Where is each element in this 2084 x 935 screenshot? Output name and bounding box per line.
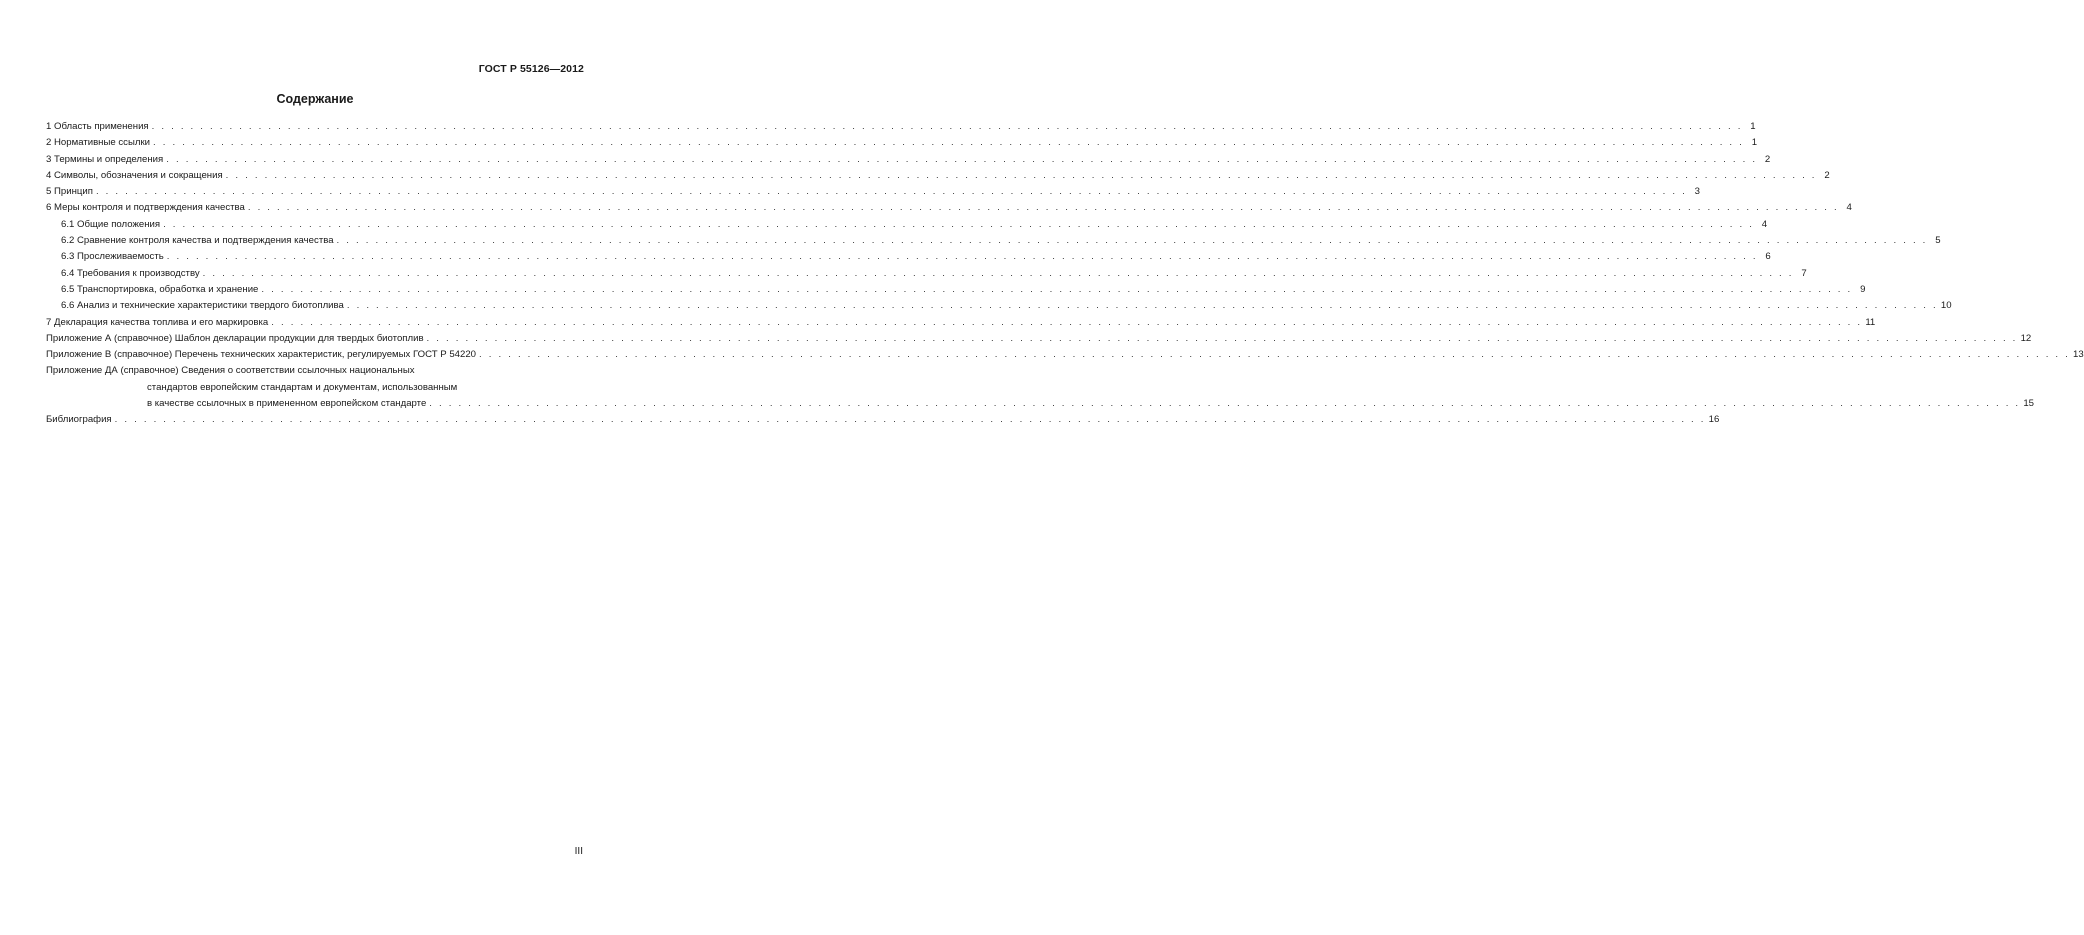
toc-entry-page: 4: [1846, 202, 1852, 214]
toc-entry-3[interactable]: [46, 152, 1771, 168]
toc-entry-6-5[interactable]: [46, 282, 1866, 298]
toc-entry-label-line-3: в качестве ссылочных в примененном европейском стандарте: [147, 398, 427, 410]
toc-entry-6-3[interactable]: [46, 249, 1771, 265]
toc-entry-page: 3: [1694, 186, 1700, 198]
toc-entry-5[interactable]: [46, 184, 1700, 200]
toc-entry-label: 6.5 Транспортировка, обработка и хранение: [61, 283, 259, 295]
toc-entry-label: 4 Символы, обозначения и сокращения: [46, 169, 223, 181]
dot-leader: [115, 412, 1706, 428]
toc-entry-6-6[interactable]: [46, 298, 1952, 314]
toc-entry-appendix-a[interactable]: [46, 331, 2032, 347]
toc-entry-6-1[interactable]: [46, 217, 1768, 233]
toc-entry-page: 16: [1708, 414, 1720, 426]
toc-entry-page: 7: [1801, 267, 1807, 279]
toc-entry-label-line-1: Приложение ДА (справочное) Сведения о соответствии ссылочных национальных: [46, 365, 415, 377]
toc-entry-label: Библиография: [46, 414, 112, 426]
toc-entry-label: Приложение А (справочное) Шаблон декларации продукции для твердых биотоплив: [46, 332, 424, 344]
toc-entry-page: 4: [1761, 218, 1768, 230]
document-code: ГОСТ Р 55126—2012: [478, 63, 584, 75]
dot-leader: [96, 184, 1687, 200]
dot-leader: [166, 152, 1757, 168]
toc-entry-bibliography[interactable]: [46, 412, 1720, 428]
toc-entry-page: 1: [1750, 121, 1756, 132]
dot-leader: [427, 331, 2018, 347]
toc-entry-label: 6.1 Общие положения: [61, 218, 161, 230]
table-of-contents: [46, 119, 2084, 429]
toc-entry-label: 6.3 Прослеживаемость: [61, 251, 164, 263]
toc-entry-page: 12: [2020, 332, 2032, 344]
toc-entry-6-2[interactable]: [46, 233, 1941, 249]
toc-entry-page: 9: [1860, 283, 1866, 295]
dot-leader: [479, 347, 2070, 363]
toc-entry-1[interactable]: [46, 119, 1756, 135]
toc-entry-label: 6.2 Сравнение контроля качества и подтверждения качества: [61, 235, 334, 247]
dot-leader: [429, 396, 2020, 412]
toc-title: Содержание: [276, 92, 354, 106]
dot-leader: [163, 217, 1754, 233]
toc-entry-page: 10: [1940, 300, 1952, 312]
toc-entry-6-4[interactable]: [46, 266, 1807, 282]
toc-entry-label: Приложение В (справочное) Перечень технических характеристик, регулируемых ГОСТ Р 54220: [46, 349, 477, 361]
dot-leader: [347, 298, 1938, 314]
toc-entry-page: 2: [1764, 153, 1771, 165]
toc-entry-2[interactable]: [46, 135, 1758, 151]
dot-leader: [337, 233, 1928, 249]
toc-entry-label: 7 Декларация качества топлива и его маркировка: [46, 316, 269, 328]
toc-entry-label: 1 Область применения: [46, 121, 149, 132]
toc-entry-appendix-da[interactable]: [46, 363, 2034, 412]
toc-entry-6[interactable]: [46, 200, 1852, 216]
toc-entry-page: 15: [2023, 398, 2034, 410]
toc-entry-label: 3 Термины и определения: [46, 153, 164, 165]
toc-entry-4[interactable]: [46, 168, 1830, 184]
dot-leader: [153, 135, 1744, 151]
toc-entry-label: 6.4 Требования к производству: [61, 267, 200, 279]
toc-entry-page: 11: [1865, 316, 1876, 328]
dot-leader: [203, 266, 1794, 282]
dot-leader: [271, 315, 1862, 331]
dot-leader: [152, 119, 1743, 135]
toc-entry-page: 13: [2073, 349, 2084, 361]
toc-entry-label: 2 Нормативные ссылки: [46, 137, 151, 149]
dot-leader: [261, 282, 1852, 298]
toc-entry-page: 2: [1824, 169, 1830, 181]
toc-entry-label: 5 Принцип: [46, 186, 93, 198]
toc-entry-label-line-2: стандартов европейским стандартам и документам, использованным: [147, 381, 458, 393]
toc-entry-appendix-b[interactable]: [46, 347, 2084, 363]
toc-entry-page: 6: [1765, 251, 1771, 263]
toc-entry-page: 5: [1935, 235, 1941, 247]
toc-entry-7[interactable]: [46, 315, 1876, 331]
dot-leader: [226, 168, 1817, 184]
toc-entry-label: 6.6 Анализ и технические характеристики твердого биотоплива: [61, 300, 344, 312]
toc-entry-label: 6 Меры контроля и подтверждения качества: [46, 202, 245, 214]
page-number: III: [574, 846, 583, 857]
dot-leader: [248, 200, 1839, 216]
toc-entry-page: 1: [1751, 137, 1758, 149]
dot-leader: [167, 249, 1758, 265]
